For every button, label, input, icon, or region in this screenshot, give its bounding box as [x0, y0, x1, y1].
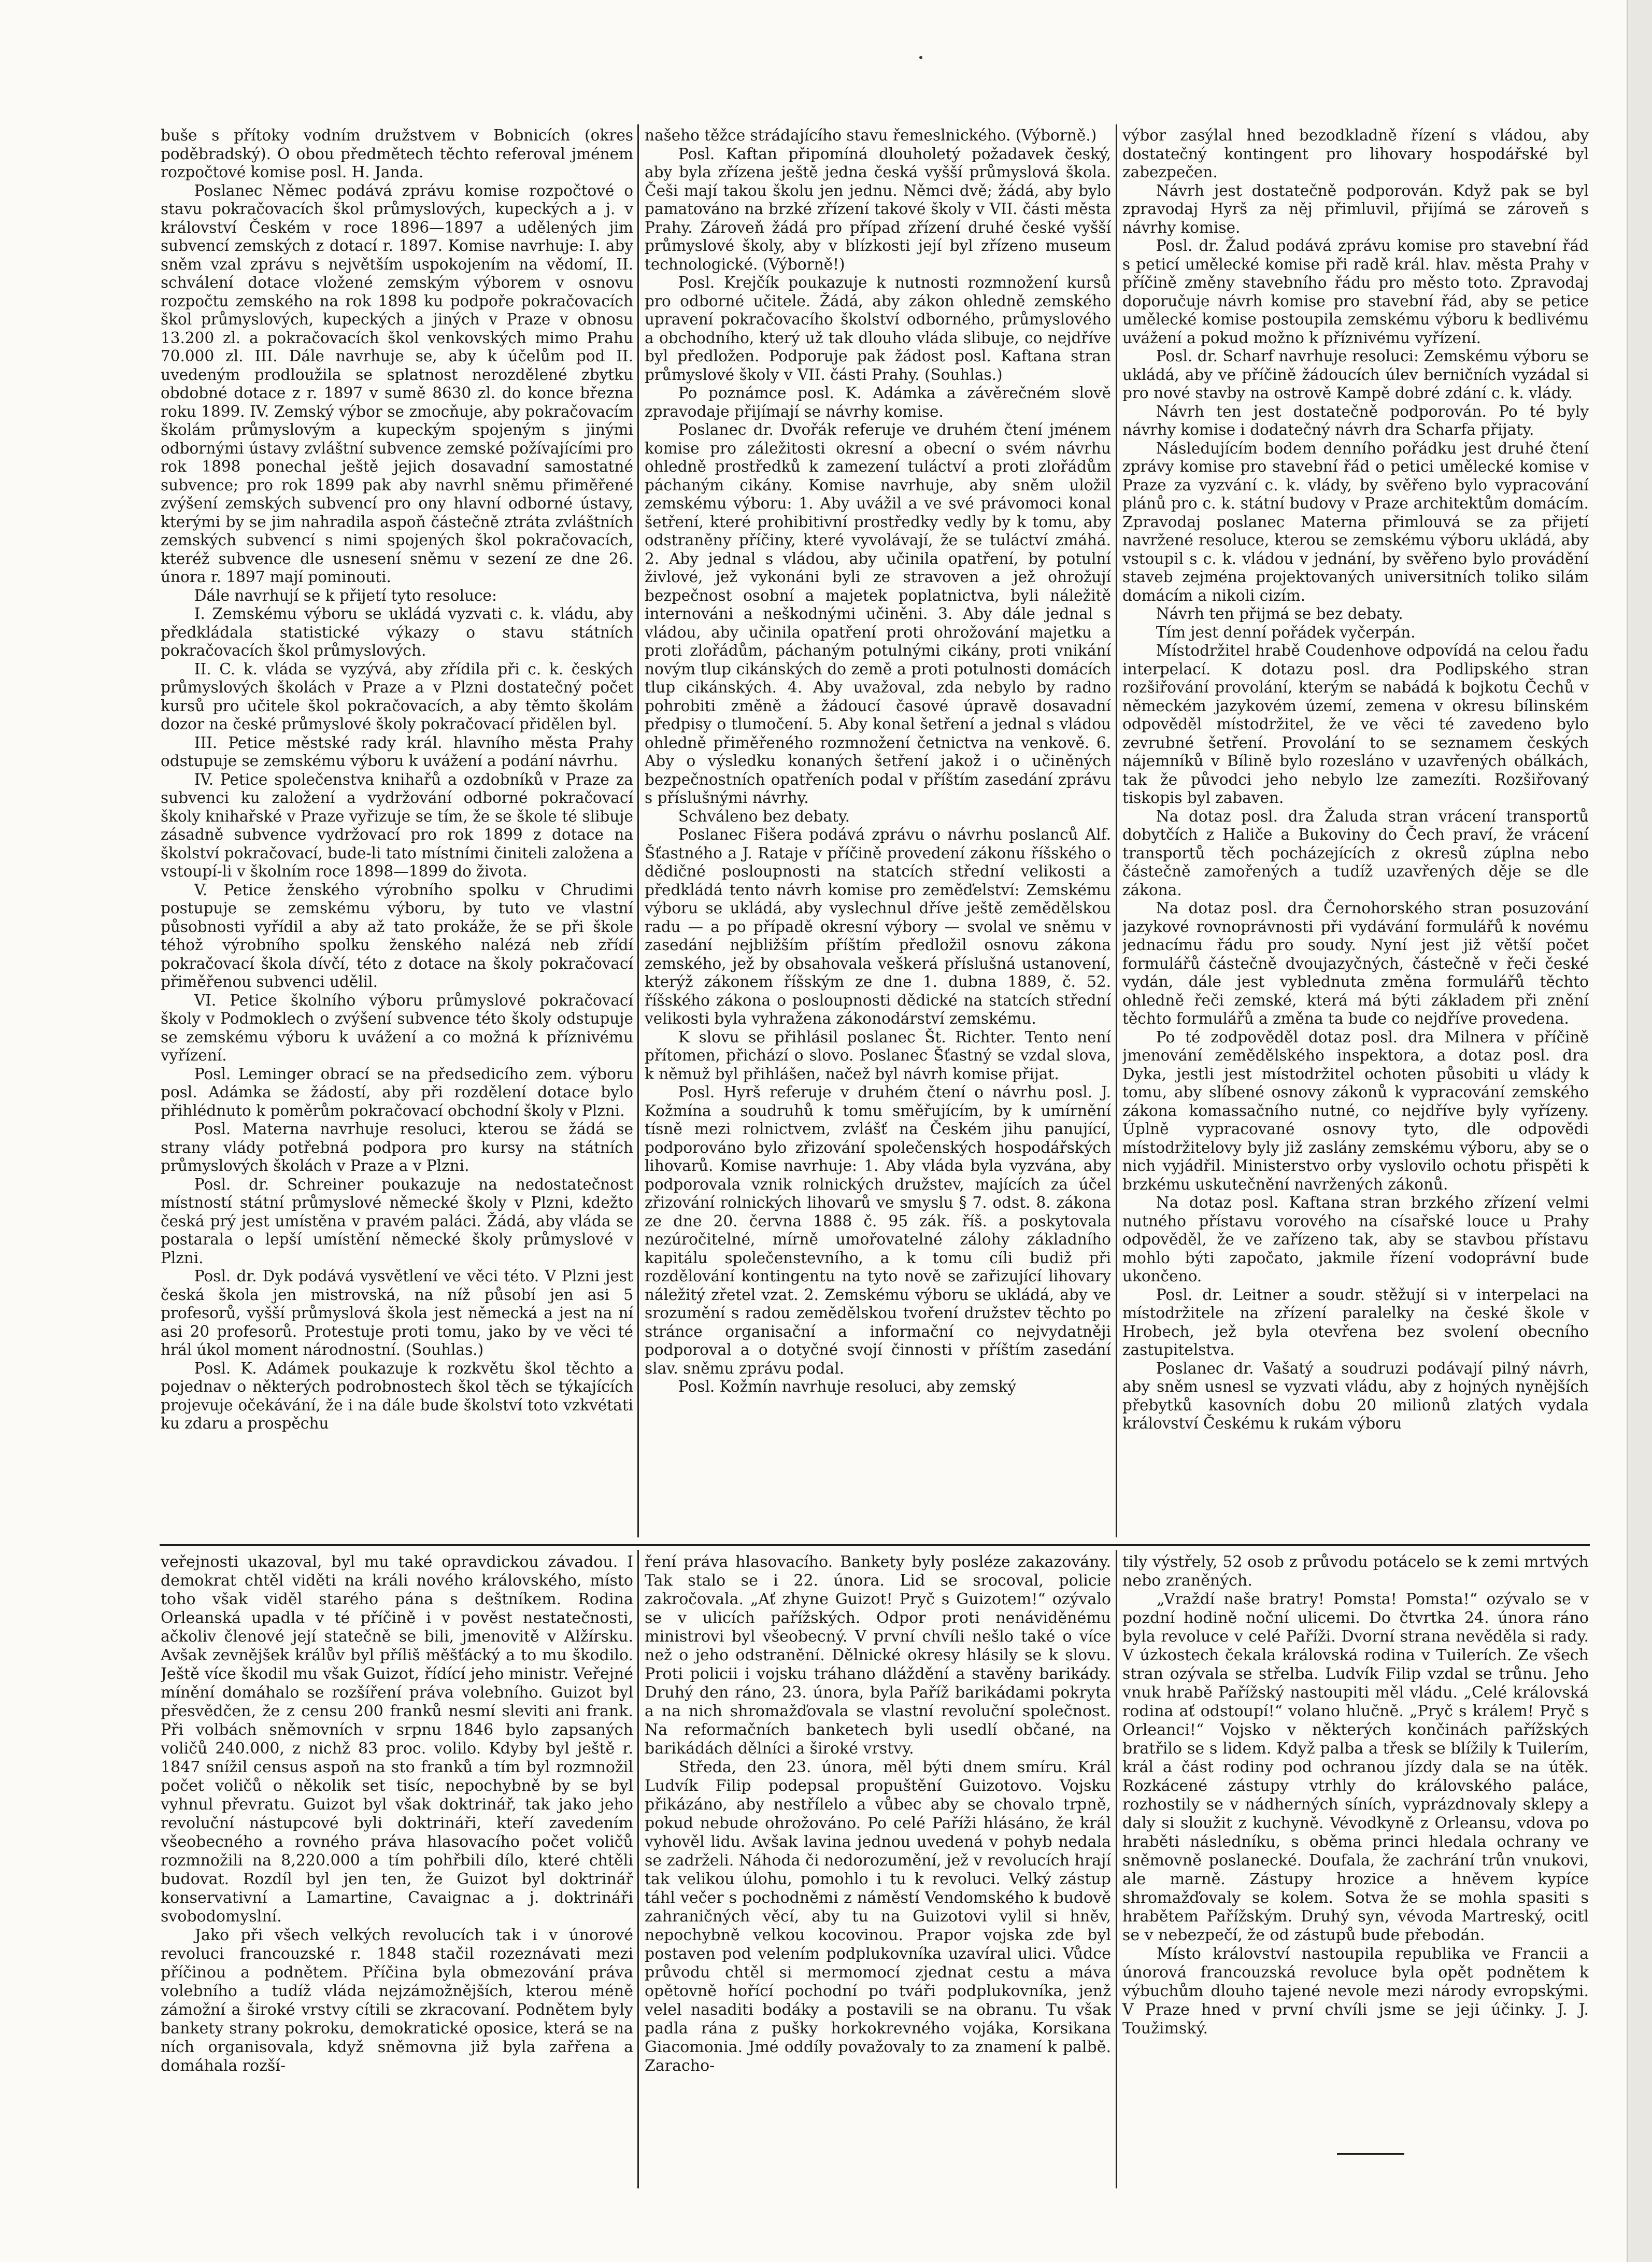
paragraph: Návrh ten přijmá se bez debaty. — [1156, 605, 1403, 623]
column-rule — [1116, 1550, 1117, 2188]
paragraph: K slovu se přihlásil poslanec Št. Richter. Tento není přítomen, přichází o slovo. Poslanec Šťastný se vzdal slova, k němuž byl přihlášen, načež byl návrh komise přijat. — [645, 1028, 1111, 1083]
paragraph: „Vraždí naše bratry! Pomsta! Pomsta!“ ozývalo se v pozdní hodině noční ulicemi. Do čtvrtka 24. února ráno byla revoluce v celé Paříži. Dvorní strana nevěděla si rady. V úzkostech čekala královská rodina v Tuilerích. Ze všech stran ozývala se střelba. Ludvík Filip vzdal se trůnu. Jeho vnuk hrabě Pařížský nastoupiti měl vládu. „Celé královská rodina ať odstoupí!“ volano hlučně. „Pryč s králem! Pryč s Orleanci!“ Vojsko v některých končinách pařížských bratřilo se s lidem. Když palba a třesk se blížily k Tuilerím, král a část rodiny pod ochranou jízdy dala se na útěk. Rozkácené zástupy vtrhly do královského paláce, rozhostily se v nádherných síních, vyprázdnovaly sklepy a daly si sloužit z kuchyně. Vévodkyně z Orleansu, vdova po hraběti následníku, s oběma princi hledala ochrany ve sněmovně poslanecké. Doufala, že zachrání trůn vnukovi, ale marně. Zástupy hrozice a hněvem kypíce shromažďovaly se kolem. Sotva že se mohla spasiti s hrabětem Pařížským. Druhý syn, vévoda Martreský, ocitl se v nebezpečí, že od zástupů bude přebodán. — [1122, 1590, 1589, 1944]
paragraph: Posl. dr. Leitner a soudr. stěžují si v interpelaci na místodržitele na zřízení paralelky na české škole v Hrobech, jež byla otevřena bez svolení obecního zastupitelstva. — [1122, 1285, 1589, 1359]
paragraph: Následujícím bodem denního pořádku jest druhé čtení zprávy komise pro stavební řád o petici umělecké komise v Praze za vyzvání c. k. vlády, by svěřeno bylo vypracování plánů pro c. k. státní budovy v Praze architektům domácím. Zpravodaj poslanec Materna přimlouvá se za přijetí navržené resoluce, kterou se zemskému výboru ukládá, aby vstoupil s c. k. vládou v jednání, by svěřeno bylo provádění staveb zejména projektovaných universitních toliko silám domácím a nikoli cizím. — [1122, 439, 1589, 604]
top-column-1 — [161, 126, 633, 1536]
paragraph: Posl. dr. Dyk podává vysvětlení ve věci této. V Plzni jest česká škola jen mistrovská, na níž působí jen asi 5 profesorů, vyšší průmyslová škola jest německá a jest na ní asi 20 profesorů. Protestuje proti tomu, jako by ve věci té hrál úkol moment národnostní. (Souhlas.) — [161, 1267, 633, 1359]
paragraph: našeho těžce strádajícího stavu řemeslnického. (Výborně.) — [645, 126, 1097, 144]
top-column-2 — [645, 126, 1111, 1536]
paragraph: Poslanec dr. Vašatý a soudruzi podávají pilný návrh, aby sněm usnesl se vyzvati vládu, aby z hojných nynějších přebytků kasovních dobu 20 milionů zlatých vydala království Českému k rukám výboru — [1122, 1359, 1589, 1432]
paragraph: I. Zemskému výboru se ukládá vyzvati c. k. vládu, aby předkládala statistické výkazy o stavu státních pokračovacích škol průmyslových. — [161, 605, 633, 659]
paragraph: Na dotaz posl. dra Černohorského stran posuzování jazykové rovnoprávnosti při vydávání formulářů k novému jednacímu řádu pro soudy. Nyní jest již větší počet formulářů částečně dvoujazyčných, částečně v řeči české vydán, dále jest vyblednuta změna formulářů těchto ohledně řeči zemské, která má býti základem při znění těchto formulářů a změna ta bude co nejdříve provedena. — [1122, 899, 1589, 1027]
paragraph: Středa, den 23. února, měl býti dnem smíru. Král Ludvík Filip podepsal propuštění Guizotovo. Vojsku přikázáno, aby nestřílelo a vůbec aby se chovalo trpně, pokud nebude ohrožováno. Po celé Paříži hlásáno, že král vyhověl lidu. Avšak lavina jednou uvedená v pohyb nedala se zadrželi. Náhoda či nedorozumění, jež v revolucích hrají tak velikou úlohu, pomohlo i tu k revoluci. Velký zástup táhl večer s pochodněmi z náměstí Vendomského k budově zahraničných věcí, aby tu na Guizotovi vylil si hněv, nepochybně velkou kocovinou. Prapor vojska zde byl postaven pod velením podplukovníka uzavíral ulici. Vůdce průvodu chtěl si mermomocí zjednat cestu a máva opětovně hořící pochodní po tváři podplukovníka, jenž velel nasaditi bodáky a postavili se na obranu. Tu však padla rána z pušky horkokrevného vojáka, Korsikana Giacomonia. Jmé oddíly považovaly to za znamení k palbě. Zaracho- — [645, 1758, 1111, 2075]
paragraph: Posl. dr. Scharf navrhuje resoluci: Zemskému výboru se ukládá, aby ve příčině žádoucích úlev berničních vyzádal si pro nové stavby na ostrově Kampě dobré zdání c. k. vlády. — [1122, 347, 1589, 402]
paragraph: Posl. Hyrš referuje v druhém čtení o návrhu posl. J. Kožmína a soudruhů k tomu směřujícím, by k umírnění tísně mezi rolnictvem, zvlášť na Českém jihu panující, podporováno bylo zřizování společenských hospodářských lihovarů. Komise navrhuje: 1. Aby vláda byla vyzvána, aby podporovala vznik rolnických družstev, majících za účel zřizování rolnických lihovarů ve smyslu § 7. odst. 8. zákona ze dne 20. června 1888 č. 95 zák. říš. a poskytovala nezúročitelné, mírně umořovatelné zálohy základního kapitálu společenstevního, a k tomu cíli budiž při rozdělování kontingentu na tyto nově se zařizující lihovary náležitý zřetel vzat. 2. Zemskému výboru se ukládá, aby ve srozumění s radou zemědělskou tvoření družstev těchto po stránce organisační a informační co nejvydatněji podporoval a o dotyčné svojí činnosti v příštím zasedání slav. sněmu zprávu podal. — [645, 1083, 1111, 1377]
paragraph: Poslanec dr. Dvořák referuje ve druhém čtení jménem komise pro záležitosti okresní a obecní o svém návrhu ohledně prostředků k zamezení tuláctví a proti zlořádům páchaným cikány. Komise navrhuje, aby sněm uložil zemskému výboru: 1. Aby uvážil a ve své právomoci konal šetření, které prohibitivní prostředky vedly by k tomu, aby odstraněny příčiny, které vyvolávají, že se tuláctví zmáhá. 2. Aby jednal s vládou, aby učinila opatření, by potulní živlové, jež vykonáni byli ze stravoven a jež ohrožují bezpečnost osobní a majetek poplatnictva, byli náležitě internováni a neškodnými učiněni. 3. Aby dále jednal s vládou, aby učinila opatření proti ohrožování majetku a proti zlořádům, páchaným potulnými cikány, proti vnikání novým tlup cikánských do země a proti potulnosti domácích tlup cikánských. 4. Aby uvažoval, zda nebylo by radno pohrobiti změně a žádoucí časové úpravě dosavadní předpisy o tlumočení. 5. Aby konal šetření a jednal s vládou ohledně přiměřeného rozmnožení četnictva na venkově. 6. Aby o výsledku konaných šetření jakož i o učiněných bezpečnostních opatřeních podal v příštím zasedání zprávu s příslušnými návrhy. — [645, 421, 1111, 807]
paragraph: III. Petice městské rady král. hlavního města Prahy odstupuje se zemskému výboru k uvážení a podání návrhu. — [161, 733, 633, 770]
feuilleton-column-1 — [161, 1553, 633, 2185]
print-speck — [919, 56, 922, 59]
paragraph: Po poznámce posl. K. Adámka a závěrečném slově zpravodaje přijímají se návrhy komise. — [645, 384, 1111, 420]
paragraph: Návrh ten jest dostatečně podporován. Po té byly návrhy komise i dodatečný návrh dra Scharfa přijaty. — [1122, 402, 1589, 439]
paragraph: Na dotaz posl. Kaftana stran brzkého zřízení velmi nutného přístavu vorového na císařské louce u Prahy odpověděl, že ve zařízeno tak, aby se stavbou přístavu mohlo býti započato, jakmile řízení vodoprávní bude ukončeno. — [1122, 1194, 1589, 1285]
paragraph: tily výstřely, 52 osob z průvodu potácelo se k zemi mrtvých nebo zraněných. — [1122, 1553, 1589, 1590]
paragraph: II. C. k. vláda se vyzývá, aby zřídila při c. k. českých průmyslových školách v Praze a v Plzni dostatečný počet kursů pro učitele škol pokračovacích, a aby těmto školám dozor na české průmyslové školy pokračovací přidělen byl. — [161, 660, 633, 733]
column-rule — [637, 124, 639, 1537]
paragraph: Dále navrhují se k přijetí tyto resoluce: — [194, 586, 497, 604]
paragraph: IV. Petice společenstva knihařů a ozdobníků v Praze za subvenci ku založení a vydržování odborné pokračovací školy knihařské v Praze vyřizuje se tím, že se škole té slibuje zásadně subvence vydržovací pro rok 1899 z dotace na školství pokračovací, bude-li tato místními činiteli založena a vstoupí-li v školním roce 1898—1899 do života. — [161, 770, 633, 880]
paragraph: Návrh jest dostatečně podporován. Když pak se byl zpravodaj Hyrš za něj přimluvil, přijímá se zároveň s návrhy komise. — [1122, 181, 1589, 236]
paragraph: Schváleno bez debaty. — [678, 807, 850, 825]
paragraph: Posl. dr. Schreiner poukazuje na nedostatečnost místností státní průmyslové německé školy v Plzni, kdežto česká prý jest umístěna v pravém paláci. Žádá, aby vláda se postarala o lepší umístění německé školy průmyslové v Plzni. — [161, 1175, 633, 1267]
paragraph: Posl. Kaftan připomíná dlouholetý požadavek český, aby byla zřízena ještě jedna česká vyšší průmyslová škola. Češi mají takou školu jen jednu. Němci dvě; žádá, aby bylo pamatováno na brzké zřízení takové školy v VII. části města Prahy. Zároveň žádá pro případ zřízení druhé české vyšší průmyslové školy, aby v blízkosti její byl zřízeno museum technologické. (Výborně!) — [645, 145, 1111, 273]
paragraph: Poslanec Fišera podává zprávu o návrhu poslanců Alf. Šťastného a J. Rataje v příčině provedení zákonu říšského o dědičné posloupnosti na statcích střední velikosti a předkládá tento návrh komise pro zeměďelství: Zemskému výboru se ukládá, aby vyslechnul dříve ještě zemědělskou radu — a po případě okresní výbory — svolal ve sněmu v zasedání nejbližším příštím předložil osnovu zákona zemského, jež by obsahovala veškerá příslušná ustanovení, kterýž zákonem říšským ze dne 1. dubna 1889, č. 52. říšského zákona o posloupnosti dědické na statcích střední velikosti byla vyhražena zákonodárství zemskému. — [645, 826, 1111, 1027]
paragraph: Posl. Krejčík poukazuje k nutnosti rozmnožení kursů pro odborné učitele. Žádá, aby zákon ohledně zemského upravení pokračovacího školství odborného, průmyslového a obchodního, který už tak dlouho vláda slibuje, co nejdříve byl předložen. Podporuje pak žádost posl. Kaftana stran průmyslové školy v VII. části Prahy. (Souhlas.) — [645, 274, 1111, 384]
paragraph: Místodržitel hrabě Coudenhove odpovídá na celou řadu interpelací. K dotazu posl. dra Podlipského stran rozšiřování provolání, kterým se nabádá k bojkotu Čechů v německém jazykovém území, zemena v okresu bílinském odpověděl místodržitel, že ve věci té zavedeno bylo zevrubné šetření. Provolání to se seznamem českých nájemníků v Bílině bylo rozesláno v uzavřených obálkách, tak že původci jeho nebylo lze zamezíti. Rozšiřovaný tiskopis byl zabaven. — [1122, 642, 1589, 807]
feuilleton-column-3 — [1122, 1553, 1589, 2185]
paragraph: Posl. dr. Žalud podává zprávu komise pro stavební řád s peticí umělecké komise při radě král. hlav. města Prahy v příčině změny stavebního řádu pro město toto. Zpravodaj doporučuje návrh komise pro stavební řád, aby se petice umělecké komise postoupila zemskému výboru k bedlivému uvážení a pokud možno k příznivému vyřízení. — [1122, 237, 1589, 347]
paragraph: ření práva hlasovacího. Bankety byly posléze zakazovány. Tak stalo se i 22. února. Lid se srocoval, policie zakročovala. „Ať zhyne Guizot! Pryč s Guizotem!“ ozývalo se v ulicích pařížských. Odpor proti nenáviděnému ministrovi byl všeobecný. V první chvíli nešlo také o více než o jeho odstranění. Dělnické okresy hlásily se k slovu. Proti policii i vojsku tráhano dláždění a stavěny barikády. Druhý den ráno, 23. února, byla Paříž barikádami pokryta a na nich shromažďovala se vlastní revoluční společnost. Na reformačních banketech byli usedlí občané, na barikádách dělníci a široké vrstvy. — [645, 1553, 1111, 1758]
top-column-3 — [1122, 126, 1589, 1536]
paragraph: V. Petice ženského výrobního spolku v Chrudimi postupuje se zemskému výboru, by tuto ve vlastní působnosti vyřídil a aby až tato prokáže, že se při škole téhož výrobního spolku ženského nalézá neb zřídí pokračovací škola dívčí, této z dotace na školy pokračovací přiměřenou subvenci udělil. — [161, 881, 633, 991]
paragraph: Poslanec Němec podává zprávu komise rozpočtové o stavu pokračovacích škol průmyslových, kupeckých a j. v království Českém v roce 1896—1897 a udělených jim subvencí zemských z dotací r. 1897. Komise navrhuje: I. aby sněm vzal zprávu s největším uspokojením na vědomí, II. schválení dotace vložené zemským výborem v osnovu rozpočtu zemského na rok 1898 ku podpoře pokračovacích škol průmyslových, kupeckých a jiných v Praze v obnosu 13.200 zl. a pokračovacích škol venkovských mimo Prahu 70.000 zl. III. Dále navrhuje se, aby k účelům pod II. uvedeným prodloužila se splatnost nerozdělené zbytku obdobné dotace z r. 1897 v sumě 8630 zl. do konce března roku 1899. IV. Zemský výbor se zmocňuje, aby pokračovacím školám průmyslovým a kupeckým spojeným s jinými odbornými ústavy zvláštní subvence zemské požívajícími pro rok 1898 ponechal ještě jejich dosavadní samostatné subvence; pro rok 1899 pak aby navrhl sněmu přiměřené zvýšení zemských subvencí pro ony hlavní odborné ústavy, kterými by se jim nahradila aspoň částečně ztráta zvláštních zemských subvencí s nimi spojených škol pokračovacích, kteréž subvence dle usnesení sněmu v sezení ze dne 26. února r. 1897 mají pominouti. — [161, 181, 633, 586]
paragraph: Místo království nastoupila republika ve Francii a únorová francouzská revoluce byla opět podnětem k výbuchům dlouho tajené nevole mezi národy evropskými. V Praze hned v první chvíli jsme se jeji účinky. J. J. Toužimský. — [1122, 1945, 1589, 2038]
column-rule — [1116, 124, 1117, 1537]
paragraph: Tím jest denní pořádek vyčerpán. — [1156, 623, 1416, 641]
paragraph: Po té zodpověděl dotaz posl. dra Milnera v příčině jmenování zemědělského inspektora, a dotaz posl. dra Dyka, jestli jest místodržitel ochoten působiti u vlády k tomu, aby slíbené osnovy zákonů k vypracování zemského zákona komassačního nutné, co nejdříve byly vyřízeny. Úplně vypracované osnovy tyto, dle odpovědi místodržitelovy byly již zaslány zemskému výboru, aby se o nich vyjádřil. Ministerstvo orby vyslovilo ochotu přispěti k brzkému uskutečnění navržených zákonů. — [1122, 1028, 1589, 1193]
paragraph: výbor zasýlal hned bezodkladně řízení s vládou, aby dostatečný kontingent pro lihovary hospodářské byl zabezpečen. — [1122, 126, 1589, 181]
paragraph: Na dotaz posl. dra Žaluda stran vrácení transportů dobytčích z Haliče a Bukoviny do Čech praví, že vrácení transportů těch pocházejících z okresů zúplna nebo částečně zamořených a tudíž uzavřených děje se dle zákona. — [1122, 807, 1589, 899]
paragraph: Posl. Materna navrhuje resoluci, kterou se žádá se strany vlády potřebná podpora pro kursy na státních průmyslových školách v Praze a v Plzni. — [161, 1120, 633, 1175]
page-edge-scan-border — [1627, 0, 1652, 2262]
paragraph: VI. Petice školního výboru průmyslové pokračovací školy v Podmoklech o zvýšení subvence této školy odstupuje se zemskému výboru k uvážení a co možná k příznivému vyřízení. — [161, 991, 633, 1064]
paragraph: veřejnosti ukazoval, byl mu také opravdickou závadou. I demokrat chtěl viděti na králi nového královského, místo toho však viděl starého pána s deštníkem. Rodina Orleanská upadla v té příčině i v pověst nestatečnosti, ačkoliv členové její statečně se bili, jmenovitě v Alžírsku. Avšak zevnějšek králův byl příliš měšťácký a to mu škodilo. Ještě více škodil mu však Guizot, řídící jeho ministr. Veřejné mínění domáhalo se rozšíření práva volebního. Guizot byl přesvědčen, že z censu 200 franků nesmí sleviti ani frank. Při volbách sněmovních v srpnu 1846 bylo zapsaných voličů 240.000, z nichž 83 proc. volilo. Kdyby byl ještě r. 1847 snížil census aspoň na sto franků a tím byl rozmnožil počet voličů o několik set tisíc, nepochybně by se byl vyhnul převratu. Guizot byl však doktrinář, tak jako jeho revoluční nástupcové byli doktrináři, kteří zavedením všeobecného a rovného práva hlasovacího počet voličů rozmnožili na 8,220.000 a tím pohřbili dílo, které chtěli budovat. Rozdíl byl jen ten, že Guizot byl doktrinář konservativní a Lamartine, Cavaignac a j. doktrináři svobodomyslní. — [161, 1553, 633, 1926]
paragraph: Jako při všech velkých revolucích tak i v únorové revoluci francouzské r. 1848 stačil rozeznávati mezi příčinou a podnětem. Příčina byla obmezování práva volebního a tudíž vláda nejzámožnějších, kterou méně zámožní a široké vrstvy cítili se zkracovaní. Podnětem byly bankety strany pokroku, demokratické oposice, která se na ních organisovala, když sněmovna již byla zařřena a domáhala rozší- — [161, 1926, 633, 2075]
paragraph: Posl. Leminger obrací se na předsedicího zem. výboru posl. Adámka se žádostí, aby při rozdělení dotace bylo přihlédnuto k poměrům pokračovací obchodní školy v Plzni. — [161, 1065, 633, 1120]
column-rule — [637, 1550, 639, 2188]
paragraph: Posl. K. Adámek poukazuje k rozkvětu škol těchto a pojednav o některých podrobnostech škol těch se týkajících projevuje očekávání, že i na dále bude školství toto vzkvétati ku zdaru a prospěchu — [161, 1359, 633, 1432]
feuilleton-divider-rule — [160, 1544, 1590, 1546]
feuilleton-column-2 — [645, 1553, 1111, 2185]
article-end-rule — [1337, 2153, 1404, 2155]
paragraph: buše s přítoky vodním družstvem v Bobnicích (okres poděbradský). O obou předmětech těchto referoval jménem rozpočtové komise posl. H. Janda. — [161, 126, 633, 181]
paragraph: Posl. Kožmín navrhuje resoluci, aby zemský — [678, 1378, 1017, 1395]
